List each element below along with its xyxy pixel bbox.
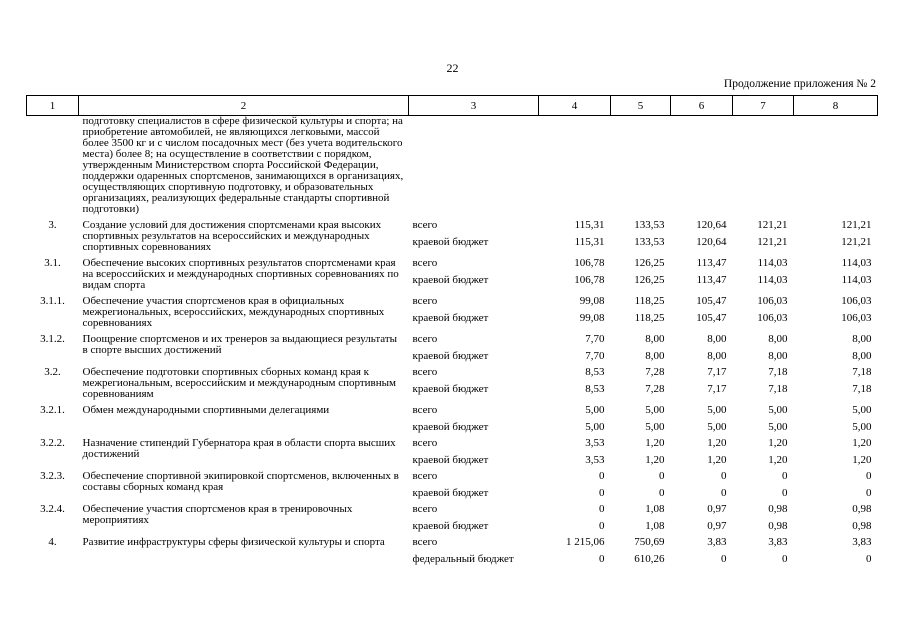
amount-value: 3,53: [585, 437, 605, 449]
column-header: 3: [409, 96, 539, 116]
funding-source-cell: [409, 217, 539, 255]
funding-source-cell: [409, 116, 539, 218]
row-description: Обеспечение участия спортсменов края в официальных межрегиональных, всероссийских, международных спортивных соревнованиях: [82, 295, 385, 329]
column-header: 4: [539, 96, 611, 116]
amount-value: 105,47: [696, 312, 727, 324]
amount-value: 99,08: [579, 295, 605, 307]
amount-value: 0: [599, 553, 605, 565]
amount-value: 106,03: [757, 312, 788, 324]
amount-value: 1,08: [645, 520, 665, 532]
amount-cell-v6: [671, 255, 733, 293]
amount-value: 5,00: [707, 421, 727, 433]
amount-value: 1,20: [645, 454, 665, 466]
amount-value: 0: [721, 470, 727, 482]
funding-source: краевой бюджет: [412, 274, 489, 286]
budget-table: [26, 95, 878, 567]
amount-value: 0,98: [852, 520, 872, 532]
amount-cell-v8: [794, 402, 878, 435]
amount-value: 114,03: [841, 274, 872, 286]
amount-cell-v4: [539, 534, 611, 567]
amount-value: 7,18: [768, 366, 788, 378]
funding-source-cell: [409, 293, 539, 331]
amount-value: 133,53: [634, 236, 665, 248]
amount-cell-v5: [611, 534, 671, 567]
row-description: Назначение стипендий Губернатора края в области спорта высших достижений: [82, 437, 396, 460]
amount-value: 1,20: [707, 437, 727, 449]
amount-value: 7,18: [852, 366, 872, 378]
amount-value: 1,20: [707, 454, 727, 466]
amount-value: 8,53: [585, 366, 605, 378]
amount-cell-v6: [671, 402, 733, 435]
amount-value: 0: [866, 553, 872, 565]
amount-value: 0: [782, 553, 788, 565]
amount-cell-v8: [794, 435, 878, 468]
amount-value: 7,18: [768, 383, 788, 395]
amount-cell-v6: [671, 331, 733, 364]
amount-value: 121,21: [841, 236, 872, 248]
amount-value: 7,28: [645, 383, 665, 395]
funding-source: краевой бюджет: [412, 454, 489, 466]
row-number: 3.2.2.: [40, 437, 65, 449]
amount-value: 120,64: [696, 219, 727, 231]
table-row: [27, 468, 878, 501]
row-number: 3.2.1.: [40, 404, 65, 416]
amount-value: 5,00: [585, 421, 605, 433]
amount-cell-v6: [671, 293, 733, 331]
row-description: Поощрение спортсменов и их тренеров за выдающиеся результаты в спорте высших достижений: [82, 333, 398, 356]
amount-value: 3,53: [585, 454, 605, 466]
amount-cell-v6: [671, 534, 733, 567]
funding-source-cell: [409, 402, 539, 435]
funding-source: краевой бюджет: [412, 383, 489, 395]
column-header: 7: [733, 96, 794, 116]
amount-cell-v4: [539, 468, 611, 501]
amount-cell-v8: [794, 364, 878, 402]
amount-value: 106,03: [841, 295, 872, 307]
amount-value: 5,00: [852, 404, 872, 416]
row-number: 3.1.: [44, 257, 61, 269]
row-number: 3.2.: [44, 366, 61, 378]
row-description: Обмен международными спортивными делегациями: [82, 404, 330, 416]
amount-value: 126,25: [634, 274, 665, 286]
amount-value: 5,00: [585, 404, 605, 416]
amount-value: 114,03: [757, 257, 788, 269]
amount-cell-v5: [611, 364, 671, 402]
amount-value: 750,69: [634, 536, 665, 548]
amount-value: 3,83: [707, 536, 727, 548]
amount-value: 610,26: [634, 553, 665, 565]
amount-value: 1,08: [645, 503, 665, 515]
amount-value: 1,20: [852, 454, 872, 466]
amount-value: 0: [782, 487, 788, 499]
amount-value: 1,20: [768, 437, 788, 449]
funding-source-cell: [409, 435, 539, 468]
amount-cell-v4: [539, 293, 611, 331]
amount-value: 113,47: [696, 257, 727, 269]
amount-value: 0: [599, 470, 605, 482]
amount-value: 0: [866, 487, 872, 499]
amount-value: 3,83: [852, 536, 872, 548]
amount-value: 7,28: [645, 366, 665, 378]
page-number: 22: [446, 61, 459, 75]
amount-cell-v4: [539, 364, 611, 402]
amount-value: 121,21: [757, 236, 788, 248]
funding-source: краевой бюджет: [412, 236, 489, 248]
funding-source: федеральный бюджет: [412, 553, 514, 565]
amount-cell-v8: [794, 293, 878, 331]
row-description: Обеспечение участия спортсменов края в тренировочных мероприятиях: [82, 503, 353, 526]
amount-cell-v6: [671, 501, 733, 534]
column-header: 5: [611, 96, 671, 116]
amount-cell-v5: [611, 255, 671, 293]
amount-value: 0: [599, 520, 605, 532]
row-number: [27, 116, 79, 218]
amount-value: 115,31: [574, 219, 605, 231]
amount-value: 0,98: [768, 520, 788, 532]
amount-cell-v8: [794, 217, 878, 255]
row-description: Обеспечение подготовки спортивных сборных команд края к межрегиональным, всероссийским и международным спортивным соревнованиям: [82, 366, 396, 400]
funding-source: всего: [412, 503, 438, 515]
amount-value: 106,03: [841, 312, 872, 324]
amount-cell-v8: [794, 255, 878, 293]
row-number: 3.2.4.: [40, 503, 65, 515]
row-description: Создание условий для достижения спортсменами края высоких спортивных результатов на всероссийских и международных спортивных соревнованиях: [82, 219, 382, 253]
amount-value: 114,03: [841, 257, 872, 269]
funding-source: всего: [412, 295, 438, 307]
funding-source: всего: [412, 366, 438, 378]
amount-value: 8,00: [645, 350, 665, 362]
amount-cell-v7: [733, 331, 794, 364]
amount-value: 126,25: [634, 257, 665, 269]
amount-value: 118,25: [634, 312, 665, 324]
amount-cell-v7: [733, 501, 794, 534]
amount-cell-v7: [733, 468, 794, 501]
row-description: Обеспечение высоких спортивных результатов спортсменами края на всероссийских и международных спортивных соревнованиях по видам спорта: [82, 257, 399, 291]
amount-cell-v7: [733, 217, 794, 255]
column-header: 6: [671, 96, 733, 116]
amount-cell-v8: [794, 501, 878, 534]
amount-value: 1,20: [645, 437, 665, 449]
amount-cell-v8: [794, 534, 878, 567]
table-row: [27, 116, 878, 218]
amount-value: 8,00: [707, 350, 727, 362]
amount-value: 113,47: [696, 274, 727, 286]
amount-value: 3,83: [768, 536, 788, 548]
amount-value: 8,00: [852, 350, 872, 362]
row-description: Развитие инфраструктуры сферы физической культуры и спорта: [82, 536, 385, 548]
funding-source: краевой бюджет: [412, 487, 489, 499]
amount-value: 0: [782, 470, 788, 482]
amount-value: 5,00: [768, 421, 788, 433]
amount-value: 0: [866, 470, 872, 482]
funding-source: всего: [412, 333, 438, 345]
funding-source: краевой бюджет: [412, 350, 489, 362]
amount-value: 0: [659, 470, 665, 482]
amount-value: 8,00: [768, 350, 788, 362]
amount-cell-v6: [671, 217, 733, 255]
amount-cell-v4: [539, 435, 611, 468]
amount-cell-v7: [733, 402, 794, 435]
funding-source-cell: [409, 534, 539, 567]
amount-cell-v5: [611, 435, 671, 468]
column-header: 8: [794, 96, 878, 116]
amount-value: 7,17: [707, 383, 727, 395]
row-description: Обеспечение спортивной экипировкой спортсменов, включенных в составы сборных команд края: [82, 470, 399, 493]
amount-cell-v4: [539, 255, 611, 293]
amount-value: 0,98: [852, 503, 872, 515]
amount-cell-v6: [671, 435, 733, 468]
amount-value: 7,17: [707, 366, 727, 378]
amount-value: 8,53: [585, 383, 605, 395]
amount-value: 0: [659, 487, 665, 499]
amount-value: 7,70: [585, 333, 605, 345]
amount-cell-v7: [733, 435, 794, 468]
amount-value: 0: [599, 487, 605, 499]
amount-value: 118,25: [634, 295, 665, 307]
amount-value: 120,64: [696, 236, 727, 248]
amount-value: 7,70: [585, 350, 605, 362]
amount-cell-v4: [539, 331, 611, 364]
amount-value: 5,00: [768, 404, 788, 416]
table-row: [27, 217, 878, 255]
amount-cell-v7: [733, 116, 794, 218]
amount-value: 5,00: [645, 421, 665, 433]
funding-source: всего: [412, 437, 438, 449]
table-row: [27, 534, 878, 567]
amount-value: 1,20: [768, 454, 788, 466]
amount-value: 8,00: [707, 333, 727, 345]
amount-value: 0: [721, 487, 727, 499]
funding-source-cell: [409, 331, 539, 364]
amount-cell-v5: [611, 116, 671, 218]
amount-value: 106,78: [574, 257, 605, 269]
column-header: 1: [27, 96, 79, 116]
amount-cell-v6: [671, 116, 733, 218]
funding-source: всего: [412, 219, 438, 231]
table-row: [27, 402, 878, 435]
annex-title: Продолжение приложения № 2: [723, 78, 876, 90]
table-row: [27, 364, 878, 402]
amount-cell-v4: [539, 402, 611, 435]
amount-value: 7,18: [852, 383, 872, 395]
amount-value: 5,00: [707, 404, 727, 416]
amount-value: 121,21: [757, 219, 788, 231]
table-row: [27, 255, 878, 293]
amount-cell-v7: [733, 255, 794, 293]
amount-cell-v4: [539, 501, 611, 534]
amount-value: 1 215,06: [566, 536, 605, 548]
table-body: [27, 116, 878, 568]
amount-value: 99,08: [579, 312, 605, 324]
amount-value: 8,00: [645, 333, 665, 345]
amount-value: 105,47: [696, 295, 727, 307]
table-row: [27, 501, 878, 534]
funding-source: всего: [412, 470, 438, 482]
row-number: 3.2.3.: [40, 470, 65, 482]
table-row: [27, 435, 878, 468]
table-row: [27, 293, 878, 331]
amount-cell-v5: [611, 293, 671, 331]
table-row: [27, 331, 878, 364]
funding-source-cell: [409, 501, 539, 534]
amount-cell-v8: [794, 468, 878, 501]
funding-source: всего: [412, 404, 438, 416]
row-number: 3.: [48, 219, 57, 231]
funding-source-cell: [409, 364, 539, 402]
amount-value: 106,78: [574, 274, 605, 286]
amount-cell-v5: [611, 331, 671, 364]
amount-value: 0,98: [768, 503, 788, 515]
amount-value: 0: [599, 503, 605, 515]
amount-cell-v7: [733, 293, 794, 331]
amount-cell-v8: [794, 331, 878, 364]
amount-value: 115,31: [574, 236, 605, 248]
amount-cell-v5: [611, 402, 671, 435]
amount-value: 106,03: [757, 295, 788, 307]
amount-value: 0: [721, 553, 727, 565]
amount-value: 8,00: [852, 333, 872, 345]
amount-value: 8,00: [768, 333, 788, 345]
amount-value: 1,20: [852, 437, 872, 449]
row-number: 4.: [48, 536, 57, 548]
funding-source: всего: [412, 257, 438, 269]
amount-cell-v4: [539, 217, 611, 255]
amount-value: 121,21: [841, 219, 872, 231]
row-number: 3.1.1.: [40, 295, 65, 307]
funding-source: краевой бюджет: [412, 520, 489, 532]
header-row: [27, 96, 878, 116]
amount-value: 133,53: [634, 219, 665, 231]
amount-value: 5,00: [852, 421, 872, 433]
column-header: 2: [79, 96, 409, 116]
row-number: 3.1.2.: [40, 333, 65, 345]
row-description: подготовку специалистов в сфере физической культуры и спорта; на приобретение автомобилей, не являющихся легковыми, массой более 3500 кг и с числом посадочных мест (без учета водительского места) более 8; на осуществление в соответствии с порядком, утвержденным Министерством спорта Российской Федерации, поддержки одаренных спортсменов, занимающихся в организациях, осуществляющих спортивную подготовку, и образовательных организациях, реализующих федеральные стандарты спортивной подготовки): [82, 115, 404, 215]
funding-source-cell: [409, 468, 539, 501]
amount-cell-v5: [611, 217, 671, 255]
funding-source: краевой бюджет: [412, 312, 489, 324]
funding-source: всего: [412, 536, 438, 548]
amount-value: 0,97: [707, 503, 727, 515]
amount-cell-v7: [733, 364, 794, 402]
amount-cell-v6: [671, 364, 733, 402]
amount-value: 114,03: [757, 274, 788, 286]
amount-value: 5,00: [645, 404, 665, 416]
amount-cell-v6: [671, 468, 733, 501]
amount-cell-v4: [539, 116, 611, 218]
amount-value: 0,97: [707, 520, 727, 532]
funding-source-cell: [409, 255, 539, 293]
amount-cell-v5: [611, 501, 671, 534]
amount-cell-v8: [794, 116, 878, 218]
funding-source: краевой бюджет: [412, 421, 489, 433]
amount-cell-v7: [733, 534, 794, 567]
amount-cell-v5: [611, 468, 671, 501]
